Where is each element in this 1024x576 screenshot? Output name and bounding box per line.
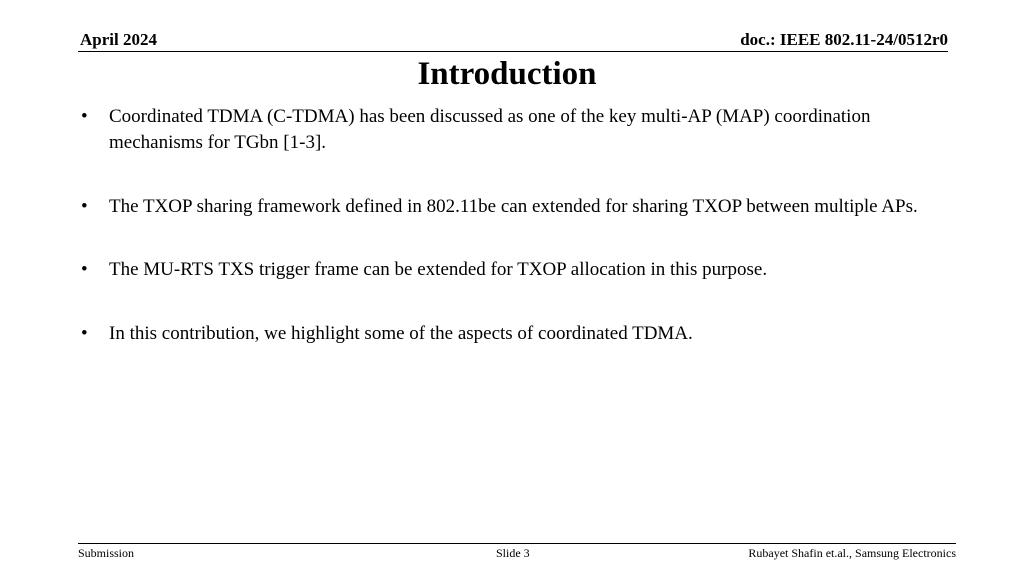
footer-submission: Submission — [78, 546, 135, 560]
header-date: April 2024 — [80, 30, 157, 49]
slide-title: Introduction — [417, 56, 597, 92]
bullet-item — [78, 257, 928, 283]
bullet-marker: • — [81, 196, 88, 217]
bullet-text: The TXOP sharing framework defined in 802.11be can extended for sharing TXOP between multiple APs. — [109, 196, 918, 217]
bullet-item — [78, 321, 928, 347]
bullet-marker: • — [81, 323, 88, 344]
bullet-text: The MU-RTS TXS trigger frame can be extended for TXOP allocation in this purpose. — [109, 259, 768, 280]
bullet-item — [78, 194, 928, 220]
bullet-text: Coordinated TDMA (C-TDMA) has been discussed as one of the key multi-AP (MAP) coordination mechanisms for TGbn [1-3]. — [109, 106, 871, 153]
header-doc-id: doc.: IEEE 802.11-24/0512r0 — [740, 30, 948, 49]
bullet-marker: • — [81, 259, 88, 280]
footer-author: Rubayet Shafin et.al., Samsung Electronics — [748, 546, 956, 560]
footer-divider — [78, 543, 956, 544]
bullet-text: In this contribution, we highlight some of the aspects of coordinated TDMA. — [109, 323, 693, 344]
footer-slide-number: Slide 3 — [496, 546, 530, 560]
bullet-item — [78, 104, 928, 156]
bullet-list — [78, 104, 928, 347]
bullet-marker: • — [81, 106, 88, 127]
header-divider — [78, 51, 948, 52]
